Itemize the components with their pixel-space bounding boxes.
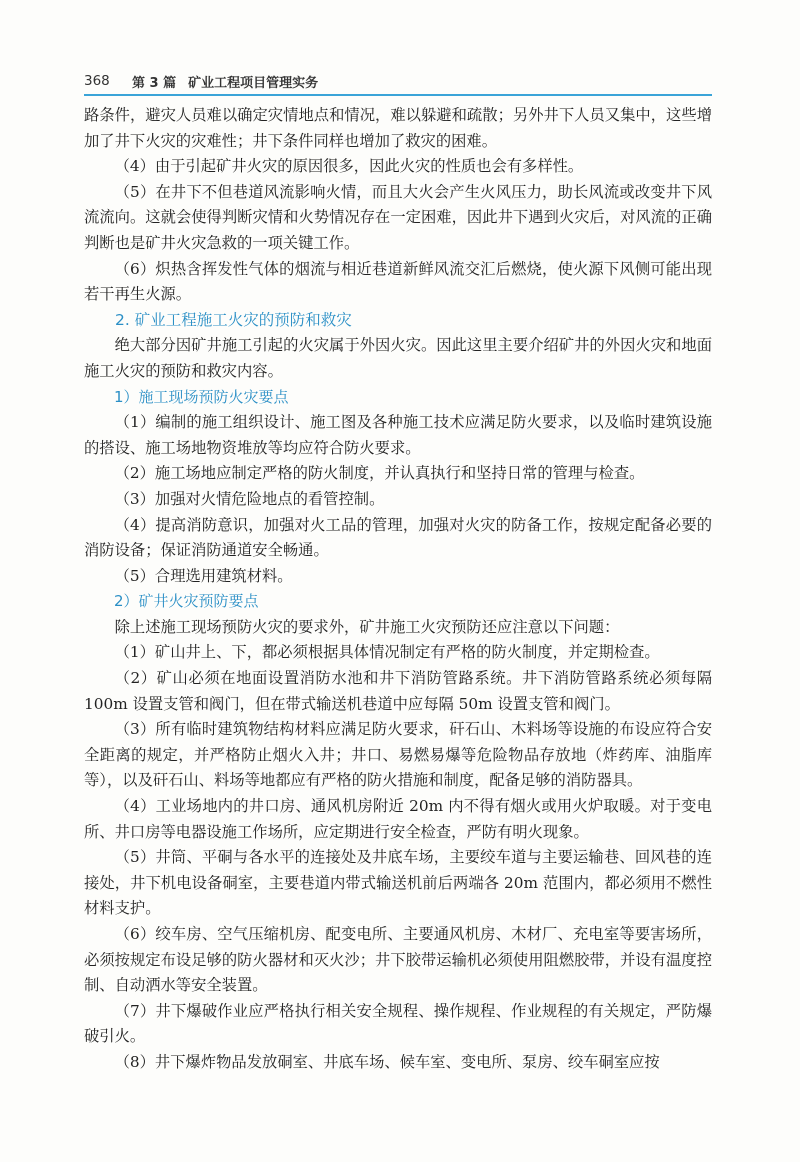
list-item: （1）编制的施工组织设计、施工图及各种施工技术应满足防火要求，以及临时建筑设施的搭设、施工场地物资堆放等均应符合防火要求。 [84, 413, 712, 457]
paragraph-item-6: （6）炽热含挥发性气体的烟流与相近巷道新鲜风流交汇后燃烧，使火源下风侧可能出现若干再生火源。 [84, 259, 712, 304]
section-intro: 绝大部分因矿井施工引起的火灾属于外因火灾。因此这里主要介绍矿井的外因火灾和地面施工火灾的预防和救灾内容。 [84, 336, 712, 380]
body-text [84, 103, 712, 1076]
list-item: （5）井筒、平硐与各水平的连接处及井底车场，主要绞车道与主要运输巷、回风巷的连接处，井下机电设备硐室，主要巷道内带式输送机前后两端各 20m 范围内，都必须用不燃性材料支护。 [84, 848, 712, 918]
list-item: （7）井下爆破作业应严格执行相关安全规程、操作规程、作业规程的有关规定，严防爆破引火。 [84, 1001, 712, 1046]
list-item: （2）矿山必须在地面设置消防水池和井下消防管路系统。井下消防管路系统必须每隔 100m 设置支管和阀门，但在带式输送机巷道中应每隔 50m 设置支管和阀门。 [84, 669, 712, 713]
list-item: （4）提高消防意识，加强对火工品的管理，加强对火灾的防备工作，按规定配备必要的消防设备；保证消防通道安全畅通。 [84, 515, 712, 560]
subsection-intro: 除上述施工现场预防火灾的要求外，矿井施工火灾预防还应注意以下问题： [114, 617, 620, 636]
header-rule [84, 94, 712, 96]
subsection-heading-1: 1）施工现场预防火灾要点 [114, 387, 289, 406]
paragraph-item-4: （4）由于引起矿井火灾的原因很多，因此火灾的性质也会有多样性。 [114, 157, 584, 176]
list-item: （2）施工场地应制定严格的防火制度，并认真执行和坚持日常的管理与检查。 [114, 464, 645, 483]
running-header [84, 70, 712, 92]
list-item: （1）矿山井上、下，都必须根据具体情况制定有严格的防火制度，并定期检查。 [114, 643, 660, 662]
paragraph-item-5: （5）在井下不但巷道风流影响火情，而且大火会产生火风压力，助长风流或改变井下风流流向。这就会使得判断灾情和火势情况存在一定困难，因此井下遇到火灾后，对风流的正确判断也是矿井火灾急救的一项关键工作。 [84, 182, 712, 252]
list-item: （3）所有临时建筑物结构材料应满足防火要求，矸石山、木料场等设施的布设应符合安全距离的规定，并严格防止烟火入井；井口、易燃易爆等危险物品存放地（炸药库、油脂库等），以及矸石山、料场等地都应有严格的防火措施和制度，配备足够的消防器具。 [84, 720, 712, 790]
part-label: 第 3 篇 [132, 75, 177, 91]
subsection-heading-2: 2）矿井火灾预防要点 [114, 592, 259, 611]
list-item: （4）工业场地内的井口房、通风机房附近 20m 内不得有烟火或用火炉取暖。对于变电所、井口房等电器设施工作场所，应定期进行安全检查，严防有明火现象。 [84, 797, 712, 841]
list-item: （6）绞车房、空气压缩机房、配变电所、主要通风机房、木材厂、充电室等要害场所，必须按规定布设足够的防火器材和灭火沙；井下胶带运输机必须使用阻燃胶带，并设有温度控制、自动洒水等安全装置。 [84, 925, 712, 995]
list-item: （5）合理选用建筑材料。 [114, 566, 293, 585]
page-number: 368 [84, 73, 110, 89]
part-title: 矿业工程项目管理实务 [188, 75, 319, 91]
list-item: （3）加强对火情危险地点的看管控制。 [114, 489, 385, 508]
section-heading-2: 2. 矿业工程施工火灾的预防和救灾 [115, 310, 352, 329]
paragraph-continued: 路条件，避灾人员难以确定灾情地点和情况，难以躲避和疏散；另外井下人员又集中，这些增加了井下火灾的灾难性；井下条件同样也增加了救灾的困难。 [84, 106, 712, 150]
list-item: （8）井下爆炸物品发放硐室、井底车场、候车室、变电所、泵房、绞车硐室应按 [114, 1052, 660, 1071]
